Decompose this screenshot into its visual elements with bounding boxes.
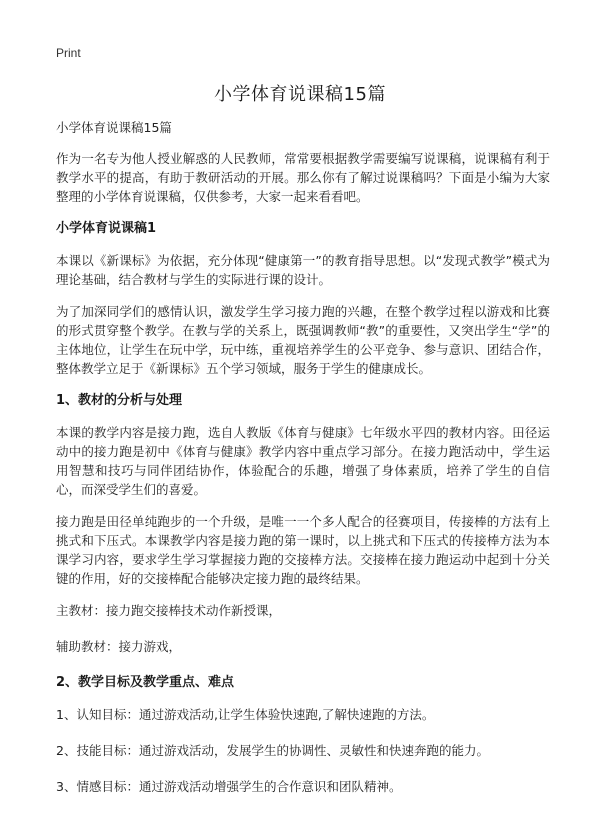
section-heading-1: 小学体育说课稿1 (56, 221, 157, 236)
heading-goals: 2、教学目标及教学重点、难点 (56, 675, 235, 690)
goal-item-1: 1、认知目标：通过游戏活动,让学生体验快速跑,了解快速跑的方法。 (56, 707, 435, 722)
print-link[interactable]: Print (56, 46, 81, 60)
goal-item-2: 2、技能目标：通过游戏活动，发展学生的协调性、灵敏性和快速奔跑的能力。 (56, 743, 489, 758)
section1-paragraph-1: 本课以《新课标》为依据，充分体现“健康第一”的教育指导思想。以“发现式教学”模式为理论基础，结合教材与学生的实际进行课的设计。 (56, 253, 550, 287)
materials-paragraph-1: 本课的教学内容是接力跑，选自人教版《体育与健康》七年级水平四的教材内容。田径运动中的接力跑是初中《体育与健康》教学内容中重点学习部分。在接力跑活动中，学生运用智慧和技巧与同伴团结协作，体验配合的乐趣，增强了身体素质，培养了学生的自信心，而深受学生们的喜爱。 (56, 425, 550, 497)
materials-paragraph-2: 接力跑是田径单纯跑步的一个升级，是唯一一个多人配合的径赛项目，传接棒的方法有上挑式和下压式。本课教学内容是接力跑的第一课时，以上挑式和下压式的传接棒方法为本课学习内容，要求学生学习掌握接力跑的交接棒方法。交接棒在接力跑运动中起到十分关键的作用，好的交接棒配合能够决定接力跑的最终结果。 (56, 514, 550, 586)
page-title: 小学体育说课稿15篇 (214, 84, 386, 105)
goal-item-3: 3、情感目标：通过游戏活动增强学生的合作意识和团队精神。 (56, 779, 402, 794)
main-material-line: 主教材：接力跑交接棒技术动作新授课， (56, 603, 282, 618)
intro-paragraph: 作为一名专为他人授业解惑的人民教师，常常要根据教学需要编写说课稿，说课稿有利于教学水平的提高，有助于教研活动的开展。那么你有了解过说课稿吗？下面是小编为大家整理的小学体育说课稿，仅供参考，大家一起来看看吧。 (56, 151, 550, 204)
heading-materials: 1、教材的分析与处理 (56, 393, 183, 408)
document-subtitle: 小学体育说课稿15篇 (56, 120, 172, 135)
article-body (56, 119, 550, 813)
section1-paragraph-2: 为了加深同学们的感情认识，激发学生学习接力跑的兴趣，在整个教学过程以游戏和比赛的形式贯穿整个教学。在教与学的关系上，既强调教师“教”的重要性，又突出学生“学”的主体地位，让学生在玩中学，玩中练，重视培养学生的公平竞争、参与意识、团结合作，整体教学立足于《新课标》五个学习领域，服务于学生的健康成长。 (56, 304, 550, 376)
aux-material-line: 辅助教材：接力游戏， (56, 639, 182, 654)
